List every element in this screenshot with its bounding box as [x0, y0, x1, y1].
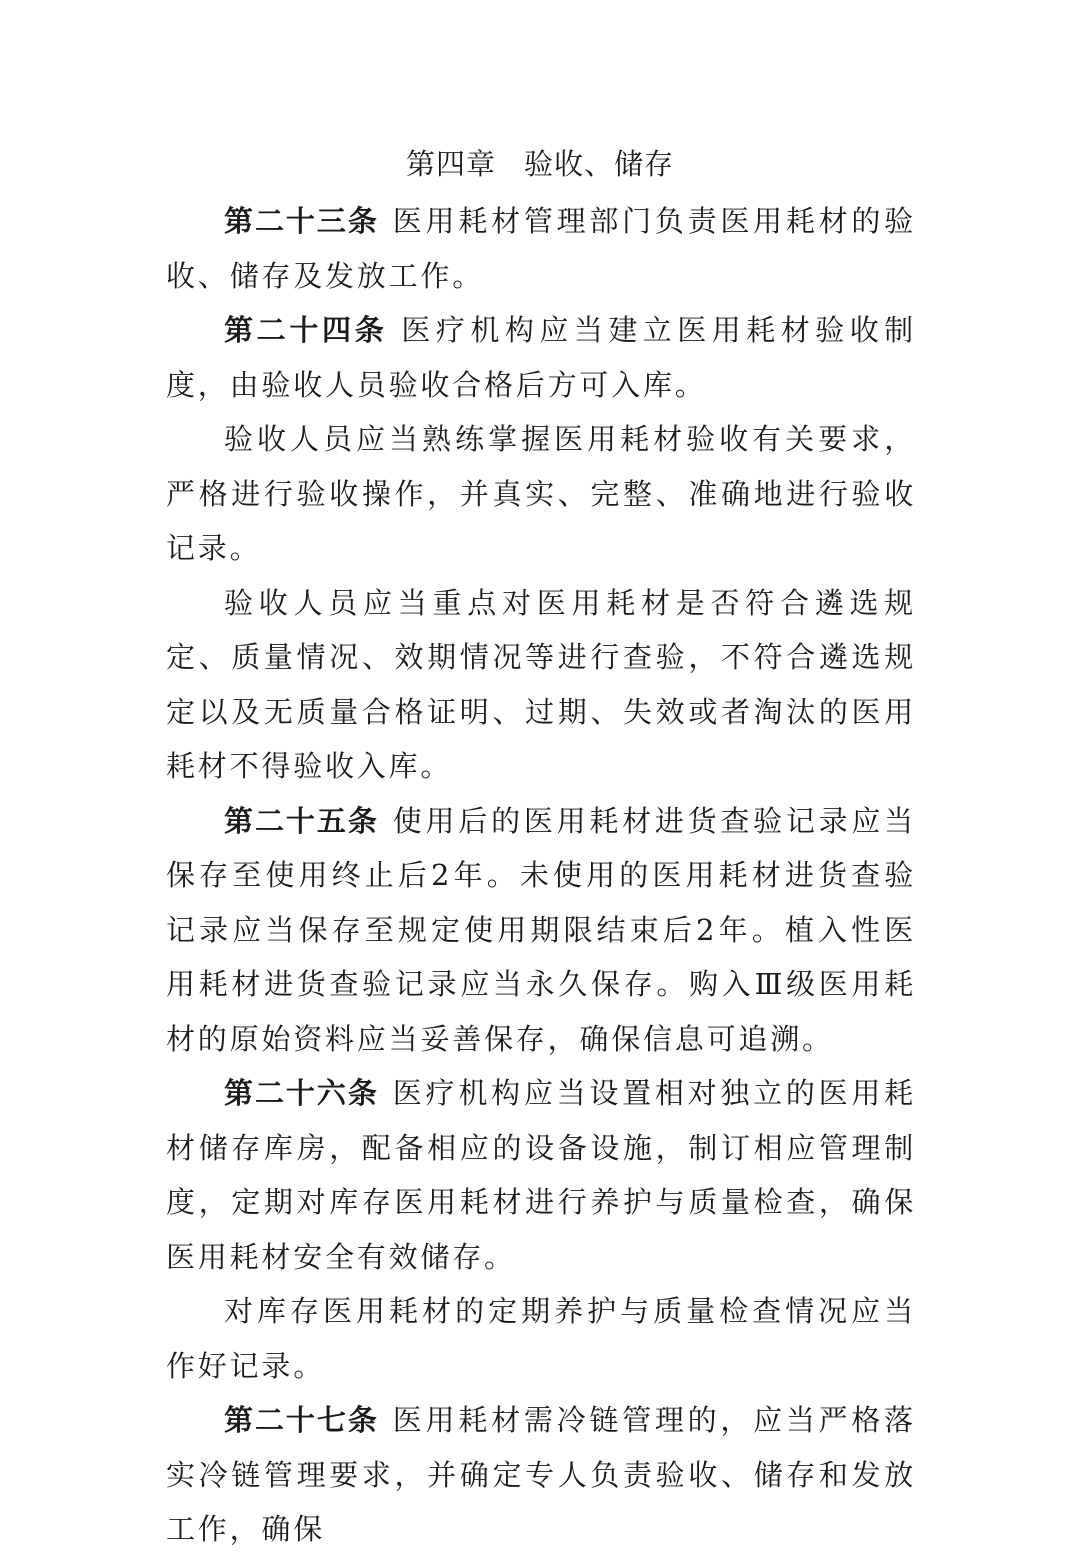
article-text: 医用耗材需冷链管理的，应当严格落实冷链管理要求，并确定专人负责验收、储存和发放工作，确保	[166, 1403, 916, 1546]
article-26-paragraph	[166, 1066, 916, 1284]
article-text: 医疗机构应当设置相对独立的医用耗材储存库房，配备相应的设备设施，制订相应管理制度，定期对库存医用耗材进行养护与质量检查，确保医用耗材安全有效储存。	[166, 1076, 916, 1274]
chapter-name: 验收、储存	[524, 147, 675, 181]
article-text: 验收人员应当熟练掌握医用耗材验收有关要求，严格进行验收操作，并真实、完整、准确地进行验收记录。	[166, 422, 916, 565]
article-23-paragraph	[166, 194, 916, 303]
article-number: 第二十三条	[224, 204, 379, 238]
article-text: 医用耗材管理部门负责医用耗材的验收、储存及发放工作。	[166, 204, 916, 293]
article-24-clause-2	[166, 412, 916, 576]
article-25-paragraph	[166, 794, 916, 1067]
article-number: 第二十七条	[224, 1403, 379, 1437]
article-number: 第二十六条	[224, 1076, 379, 1110]
article-number: 第二十四条	[224, 313, 388, 347]
chapter-title	[0, 140, 1080, 188]
article-26-clause-2	[166, 1284, 916, 1393]
article-27-paragraph	[166, 1393, 916, 1557]
article-text: 对库存医用耗材的定期养护与质量检查情况应当作好记录。	[166, 1294, 916, 1383]
article-text: 验收人员应当重点对医用耗材是否符合遴选规定、质量情况、效期情况等进行查验，不符合遴选规定以及无质量合格证明、过期、失效或者淘汰的医用耗材不得验收入库。	[166, 585, 916, 783]
article-number: 第二十五条	[224, 803, 379, 838]
article-24-paragraph	[166, 303, 916, 412]
article-24-clause-3	[166, 576, 916, 794]
article-text: 医疗机构应当建立医用耗材验收制度，由验收人员验收合格后方可入库。	[166, 313, 916, 402]
article-text: 使用后的医用耗材进货查验记录应当保存至使用终止后2年。未使用的医用耗材进货查验记录应当保存至规定使用期限结束后2年。植入性医用耗材进货查验记录应当永久保存。购入Ⅲ级医用耗材的原始资料应当妥善保存，确保信息可追溯。	[166, 803, 916, 1056]
chapter-number: 第四章	[405, 147, 496, 181]
chapter-body	[166, 194, 916, 1557]
